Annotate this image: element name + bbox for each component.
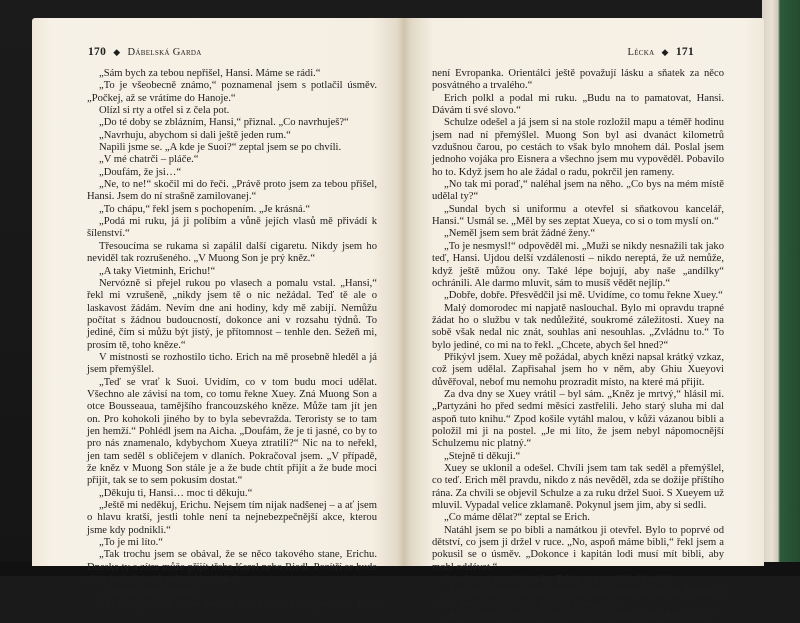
paragraph: Xuey se uklonil a odešel. Chvíli jsem tam tak seděl a přemýšlel, co teď. Erich měl pravdu, nikdo z nás nevěděl, zda se dožije příštího rána. Za chvíli se objevil Schulze a za ruku držel Suoi. S Xueyem už mluvil. Vypadal velice zklamaně. Pokynul jsem jim, aby si sedli. (432, 463, 724, 512)
running-title: Lécka (627, 47, 655, 58)
paragraph: Napili jsme se. „A kde je Suoi?“ zeptal jsem se po chvíli. (99, 142, 342, 154)
right-page-header (628, 46, 695, 58)
paragraph: „Ještě mi neděkuj, Erichu. Nejsem tím nijak nadšenej – a ať jsem o hlavu kratší, jestli tohle není ta nejnebezpečnější akce, kterou jsme kdy podnikli.“ (87, 500, 377, 536)
paragraph: „To je všeobecně známo,“ poznamenal jsem s potlačil úsměv. „Počkej, až se vrátíme do Hanoje.“ (87, 80, 377, 104)
paragraph: Schulze odešel a já jsem si na stole rozložil mapu a téměř hodinu jsem nad ní přemýšlel. Muong Son byl asi dvanáct kilometrů vzdušnou čarou, po cestách to však bylo mnohem dál. Poslal jsem jednoho vojáka pro Eisnera a všechno jsem mu vypověděl. Pobavilo ho to. Když jsem ho ale žádal o radu, pokrčil jen rameny. (432, 117, 724, 178)
paragraph: „Co máme dělat?“ zeptal se Erich. (444, 512, 590, 524)
paragraph: „Navrhuju, abychom si dali ještě jeden rum.“ (99, 129, 291, 141)
page-number: 171 (675, 46, 694, 58)
paragraph: Za dva dny se Xuey vrátil – byl sám. „Kněz je mrtvý,“ hlásil mi. „Partyzáni ho před sedmi měsíci zastřelili. Jeho starý sluha mi dal aspoň tuto knihu.“ Zpod košile vytáhl malou, v kůži vázanou bibli a položil mi ji na postel. „Je mi líto, že jsem nebyl nápomocnější Schulzemu nic platný.“ (432, 388, 724, 450)
paragraph: V místnosti se rozhostilo ticho. Erich na mě prosebně hleděl a já jsem přemýšlel. (87, 351, 377, 376)
paragraph: Natáhl jsem se po bibli a namátkou ji otevřel. Bylo to poprvé od dětství, co jsem ji držel v ruce. „No, aspoň máme bibli,“ řekl jsem a pokusil se o úsměv. „Dokonce i kapitán lodi musí mít bibli, aby mohl oddávat.“ (432, 524, 724, 573)
paragraph: „To je nesmysl!“ odpověděl mi. „Muži se nikdy nesnažili tak jako teď, Hansi. Ujdou delší vzdálenosti – nikdo nereptá, že už nemůže, když ještě můžou ony. Také lépe bojují, aby naše „andílky“ ochránili. Ale darmo mluvit, sám to musíš vědět nejlíp.“ (432, 240, 724, 289)
paragraph: „Doufám, že jsi…“ (99, 166, 182, 178)
paragraph: „No tak mi poraď,“ naléhal jsem na něho. „Co bys na mém místě udělal ty?“ (432, 179, 724, 203)
paragraph: „To je mi líto.“ (99, 537, 163, 549)
paragraph: „Neměl jsem sem brát žádné ženy.“ (444, 228, 596, 240)
paragraph: „V mé chatrči – pláče.“ (99, 154, 199, 166)
paragraph: Olízl si rty a otřel si z čela pot. (99, 105, 230, 117)
paragraph: „Sundal bych si uniformu a otevřel si sňatkovou kancelář, Hansi.“ Usmál se. „Měl by ses zeptat Xueya, co si o tom myslí on.“ (432, 203, 724, 228)
right-page (404, 18, 764, 623)
paragraph: „Sám bych za tebou nepřišel, Hansi. Máme se rádi.“ (99, 68, 321, 79)
left-page (32, 18, 404, 610)
paragraph: Nervózně si přejel rukou po vlasech a pomalu vstal. „Hansi,“ řekl mi vzrušeně, „nikdy jsem tě o nic nežádal. Teď tě ale o laskavost žádám. Nevím dne ani hodiny, kdy mě zabijí. Nemůžu počítat s žádnou budoucností, dokonce ani v rozsahu týdnů. To jediné, čím si můžu být jistý, je přítomnost – tenhle den. Sežeň mi, prosím tě, toho kněze.“ (87, 277, 377, 351)
left-page-text (87, 68, 377, 611)
paragraph: „Děkuju ti, Hansi… moc ti děkuju.“ (99, 487, 253, 499)
paragraph: Přikývl jsem. Xuey mě požádal, abych knězi napsal krátký vzkaz, což jsem udělal. Zapřisahal jsem ho v něm, aby Ghiu Xueyovi důvěřoval, nebof mu nemohu prozradit místo, na které má přijít. (432, 351, 724, 388)
diamond-icon: ◆ (661, 47, 669, 57)
paragraph: Erich polkl a podal mi ruku. „Budu na to pamatovat, Hansi. Dávám ti své slovo.“ (432, 92, 724, 117)
paragraph: není Evropanka. Orientálci ještě považují lásku a sňatek za něco posvátného a trvalého.“ (432, 68, 724, 92)
paragraph: „Ale váš sňatek bude mít jen dočasnou platnost, Erichu. Dělám to stejně jenom kvůli Suoi. Nebude to legální.“ (432, 586, 724, 610)
paragraph: „Omlouvám se, Hansi.“ (99, 586, 201, 598)
book-cover-edge (762, 0, 800, 576)
paragraph: „To je v pořádku. Zatím buď na Suoi hodnej a nezapomínej, že to (99, 598, 377, 610)
paragraph: „Dobře, dobře. Přesvědčil jsi mě. Uvidíme, co tomu řekne Xuey.“ (444, 290, 723, 302)
paragraph: Schulzemu zasvítily oči. „Takže ty to uděláš, Hansi?“ (444, 574, 672, 586)
left-page-header (88, 46, 202, 58)
paragraph: „Teď se vrať k Suoi. Uvidím, co v tom budu moci udělat. Všechno ale závisí na tom, co tomu řekne Xuey. Zná Muong Son a otce Bousseaua, tamějšího francouzského kněze. Může tam jít jen on. Pro kohokoli jiného by to byla sebevražda. Teroristy se to tam jen hemží.“ Pohlédl jsem na Aicha. „Doufám, že je ti jasné, co by to pro nás znamenalo, kdybychom Xueya ztratili?“ Nic na to neřekl, jen tam seděl s obličejem v dlaních. Pokračoval jsem. „V případě, že kněz v Muong Son stále je a že bude chtít přijít a že bude moci přijít, tak se to sem pokusím dostat.“ (87, 376, 377, 487)
paragraph: Třesoucíma se rukama si zapálil další cigaretu. Nikdy jsem ho neviděl tak rozrušeného. „V Muong Son je prý kněz.“ (87, 240, 377, 265)
paragraph: „Tak trochu jsem se obával, že se něco takového stane, Erichu. Dneska ty a zítra může přijít třeba Karel nebo Riedl. Pozítří se bude chtít ženit Schenk nebo bůhví kdo.“ (87, 549, 377, 586)
paragraph: „Stejně ti děkuji.“ (444, 450, 521, 462)
diamond-icon: ◆ (113, 47, 121, 57)
paragraph: Malý domorodec mi napjatě naslouchal. Bylo mi opravdu trapné žádat ho o službu v tak nedůležité, soukromé záležitosti. Xuey na sobě však nedal nic znát, souhlas ani nesouhlas. „Zvládnu to.“ To bylo jediné, co mi na to řekl. „Chcete, abych šel hned?“ (432, 302, 724, 351)
paragraph: „To je jedno!“ vykřikl. „Pro nás to platit bude a pro Boha taky.“ (444, 611, 715, 623)
paragraph: „Ne, to ne!“ skočil mi do řeči. „Právě proto jsem za tebou přišel, Hansi. Jsem do ní strašně zamilovanej.“ (87, 179, 377, 203)
paragraph: „Do té doby se zblázním, Hansi,“ přiznal. „Co navrhuješ?“ (99, 117, 349, 129)
running-title: Dábelská Garda (127, 47, 202, 58)
paragraph: „Podá mi ruku, já ji políbím a vůně jejích vlasů mě přivádí k šílenství.“ (87, 216, 377, 240)
paragraph: „A taky Vietminh, Erichu!“ (99, 265, 216, 277)
right-page-text (432, 68, 724, 623)
paragraph: „To chápu,“ řekl jsem s pochopením. „Je krásná.“ (99, 203, 311, 215)
page-number: 170 (88, 46, 107, 58)
